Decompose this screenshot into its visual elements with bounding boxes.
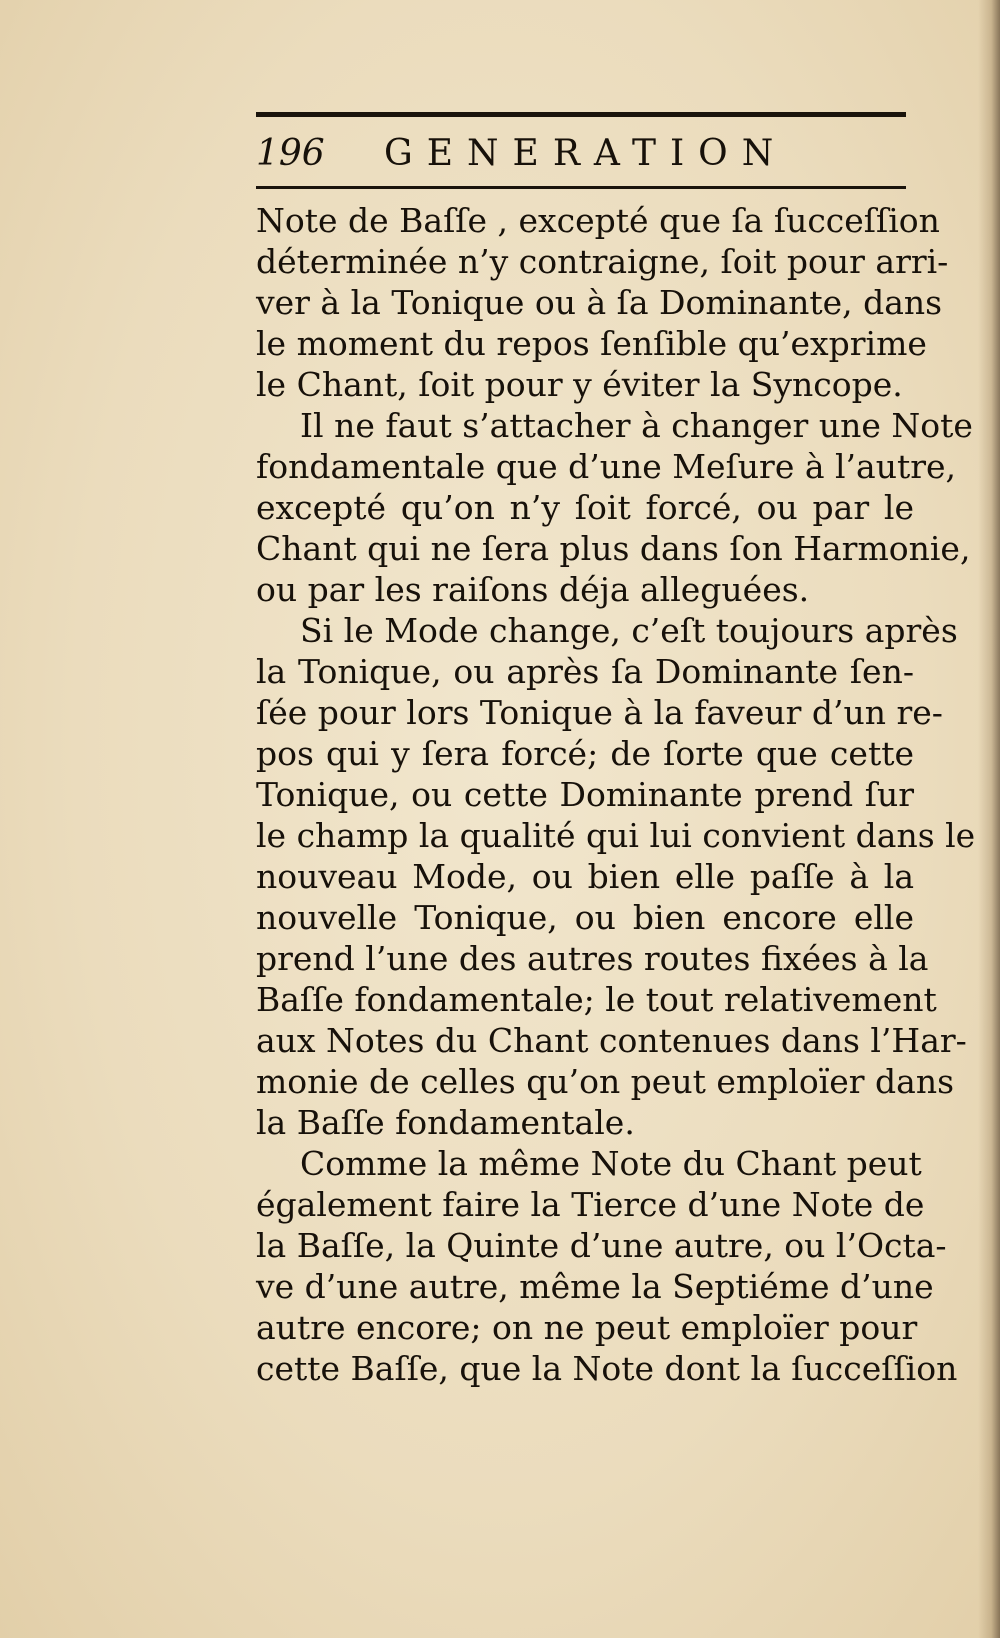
text-line: excepté qu’on n’y ſoit forcé, ou par le (256, 488, 914, 527)
text-line: ve d’une autre, même la Septiéme d’une (256, 1267, 934, 1306)
text-line: la Baſſe fondamentale. (256, 1103, 635, 1142)
body-text (256, 200, 976, 1389)
text-line: Note de Baſſe , excepté que ſa ſucceſſion (256, 201, 940, 240)
text-line: nouvelle Tonique, ou bien encore elle (256, 898, 914, 937)
text-line: Il ne faut s’attacher à changer une Note (300, 406, 973, 445)
text-line: le moment du repos ſenſible qu’exprime (256, 324, 927, 363)
header-rule-top (256, 112, 906, 117)
text-line: ver à la Tonique ou à ſa Dominante, dans (256, 283, 943, 322)
text-line: pos qui y ſera forcé; de ſorte que cette (256, 734, 914, 773)
text-line: autre encore; on ne peut emploïer pour (256, 1308, 918, 1347)
text-line: Chant qui ne ſera plus dans ſon Harmonie, (256, 529, 971, 568)
page-number: 196 (256, 133, 325, 174)
text-line: la Tonique, ou après ſa Dominante ſen- (256, 652, 914, 691)
text-line: monie de celles qu’on peut emploïer dans (256, 1062, 955, 1101)
text-line: cette Baſſe, que la Note dont la ſucceſſion (256, 1349, 958, 1388)
text-line: aux Notes du Chant contenues dans l’Har- (256, 1021, 967, 1060)
text-line: Baſſe fondamentale; le tout relativement (256, 980, 937, 1019)
text-line: ou par les raiſons déja alleguées. (256, 570, 810, 609)
text-line: ſée pour lors Tonique à la faveur d’un re- (256, 693, 943, 732)
text-line: le champ la qualité qui lui convient dans le (256, 816, 976, 855)
text-line: le Chant, ſoit pour y éviter la Syncope. (256, 365, 903, 404)
text-line: nouveau Mode, ou bien elle paſſe à la (256, 857, 914, 896)
text-line: déterminée n’y contraigne, ſoit pour arri- (256, 242, 949, 281)
text-line: la Baſſe, la Quinte d’une autre, ou l’Octa- (256, 1226, 947, 1265)
text-line: prend l’une des autres routes fixées à la (256, 939, 929, 978)
text-line: fondamentale que d’une Meſure à l’autre, (256, 447, 957, 486)
page-edge-shadow (978, 0, 1000, 1638)
running-head: GENERATION (384, 133, 788, 174)
text-line: Tonique, ou cette Dominante prend ſur (256, 775, 914, 814)
text-line: Comme la même Note du Chant peut (300, 1144, 922, 1183)
page-header (256, 128, 906, 180)
text-line: également faire la Tierce d’une Note de (256, 1185, 925, 1224)
text-line: Si le Mode change, c’eſt toujours après (300, 611, 958, 650)
header-rule-bottom (256, 186, 906, 189)
